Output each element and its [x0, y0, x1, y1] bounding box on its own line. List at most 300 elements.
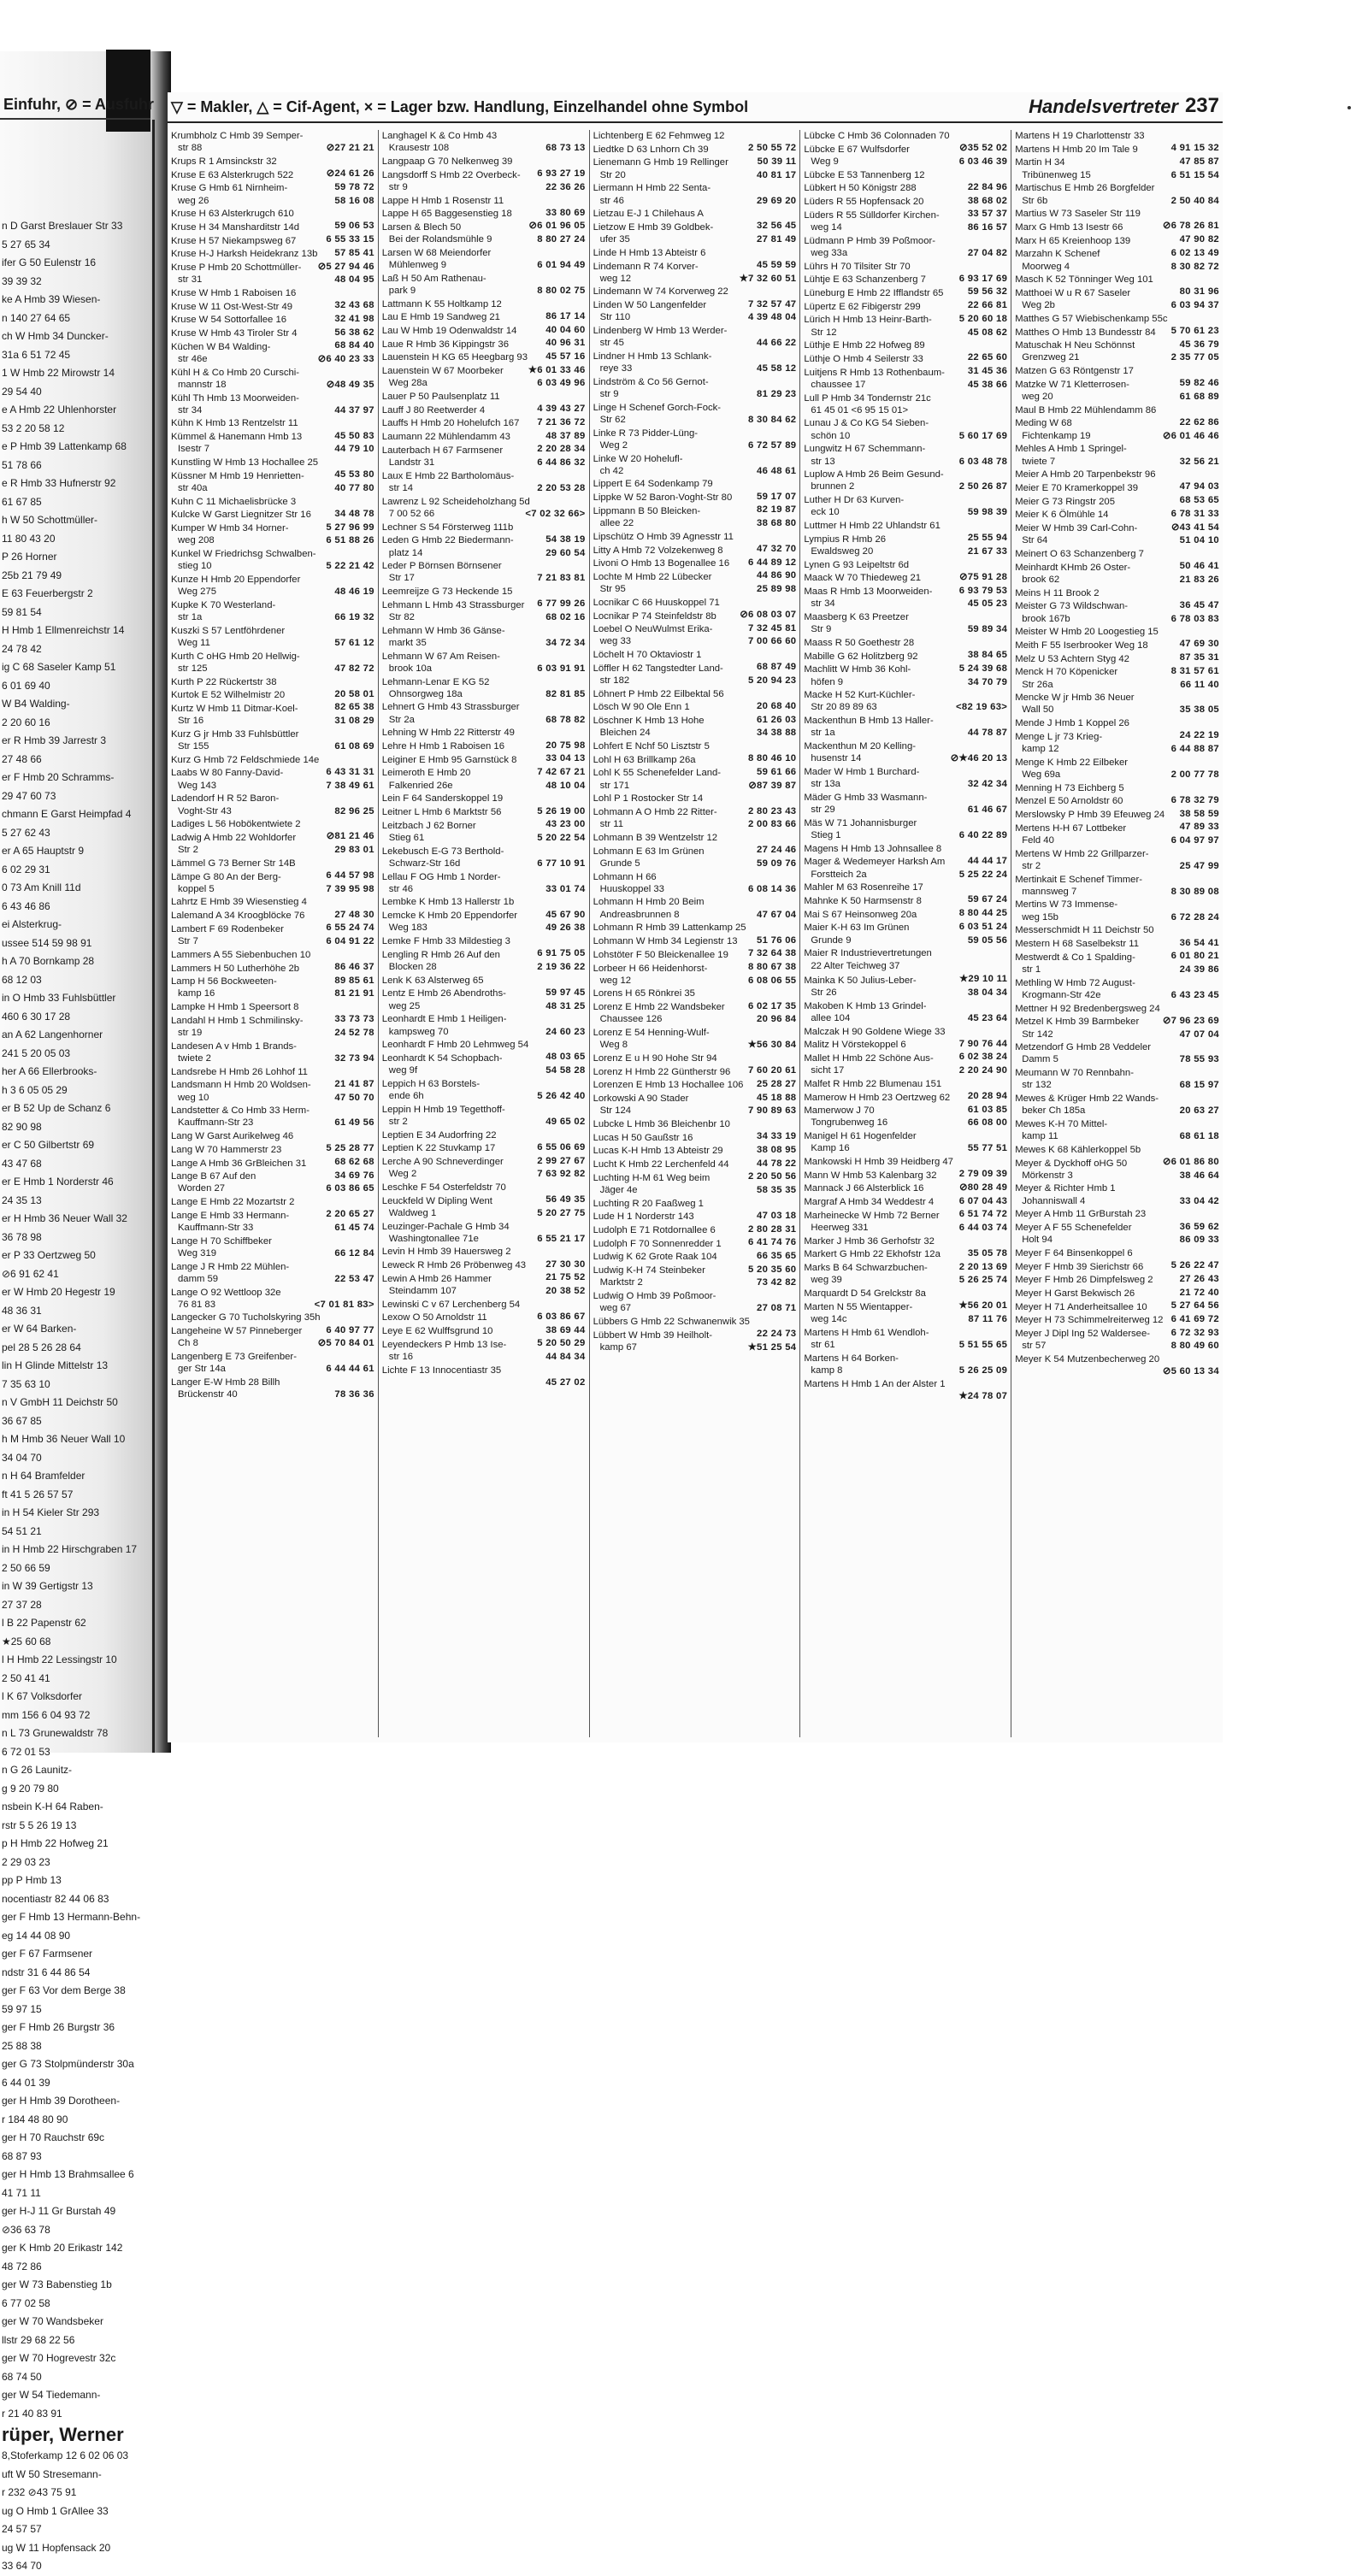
left-page-header: Einfuhr, ⊘ = Ausfuhr [0, 92, 150, 120]
entry-phone: 59 82 46 [1179, 378, 1219, 389]
left-page-line: in H Hmb 22 Hirschgraben 17 [2, 1543, 138, 1555]
entry-name-address: Löchelt H 70 Oktaviostr 1 [593, 650, 702, 661]
left-page-line: er B 52 Up de Schanz 6 [2, 1102, 111, 1114]
entry-continuation [593, 1302, 797, 1314]
directory-entry [171, 1287, 374, 1311]
entry-continuation-text: Waldweg 1 [388, 1207, 437, 1218]
entry-phone: 87 35 31 [1179, 652, 1219, 663]
left-page-line: in O Hmb 33 Fuhlsbüttler [2, 992, 116, 1004]
entry-continuation-text: str 1a [811, 728, 835, 739]
entry-name-address: Meyer H Garst Bekwisch 26 [1015, 1288, 1135, 1300]
directory-entry [382, 1013, 586, 1037]
entry-name-address: Kühn K Hmb 13 Rentzelstr 11 [171, 418, 298, 429]
entry-name-address: Luitjens R Hmb 13 Rothenbaum- [804, 367, 945, 378]
entry-name-address: Ludolph E 71 Rotdornallee 6 [593, 1225, 716, 1236]
entry-name-address: Mader W Hmb 1 Burchard- [804, 766, 920, 777]
left-page-line: chmann E Garst Heimpfad 4 [2, 808, 132, 820]
entry-name-address: Lüthje E Hmb 22 Hofweg 89 [804, 340, 925, 351]
entry-continuation-text: weg 20 [1022, 392, 1053, 403]
directory-entry [593, 376, 797, 400]
left-page-line: 241 5 20 05 03 [2, 1046, 71, 1059]
entry-continuation-text: Grenzweg 21 [1022, 352, 1080, 363]
entry-continuation [593, 1039, 797, 1051]
directory-entry [171, 1351, 374, 1375]
entry-name-address: Lympius R Hmb 26 [804, 533, 887, 545]
entry-continuation-text: Holt 94 [1022, 1235, 1053, 1246]
left-page-line: 24 35 13 [2, 1194, 42, 1206]
entry-name-address: Lehmann W 67 Am Reisen- [381, 651, 500, 662]
entry-name-address: Menck H 70 Köpenicker [1015, 667, 1118, 678]
directory-entry [382, 651, 586, 675]
entry-phone: 20 38 52 [545, 1286, 586, 1297]
entry-continuation-text: weg 12 [599, 975, 632, 986]
entry-phone: 32 42 34 [967, 779, 1008, 790]
entry-phone: 48 04 95 [334, 274, 374, 286]
directory-entry [1015, 899, 1219, 923]
entry-phone: 86 16 57 [967, 221, 1008, 233]
entry-continuation [804, 1339, 1007, 1351]
entry-phone: 21 83 26 [1179, 574, 1219, 585]
entry-continuation-text: weg 25 [388, 1000, 421, 1011]
entry-continuation [382, 377, 586, 389]
entry-continuation [171, 1052, 374, 1064]
directory-page [168, 92, 1223, 1742]
entry-name-address: Lüders R 55 Hopfensack 20 [804, 197, 924, 208]
entry-phone: 33 04 42 [1179, 1195, 1219, 1206]
entry-continuation-text: schön 10 [811, 430, 851, 441]
left-page-line: 2 29 03 23 [2, 1855, 50, 1868]
entry-name-address: Lohmann H Hmb 20 Beim [593, 897, 705, 908]
left-page-line: 29 47 60 73 [2, 789, 56, 802]
entry-continuation-text: Johanniswall 4 [1022, 1195, 1086, 1206]
entry-phone: 87 11 76 [968, 1313, 1008, 1324]
directory-column [379, 130, 590, 1737]
entry-name-address: Mertinkait E Schenef Timmer- [1015, 874, 1142, 885]
entry-continuation [171, 353, 374, 365]
entry-phone: 6 55 24 74 [326, 923, 374, 934]
entry-continuation [171, 987, 374, 999]
entry-phone: ⊘27 21 21 [326, 143, 374, 154]
entry-phone: 6 41 69 72 [1170, 1313, 1219, 1324]
entry-phone: 45 05 23 [967, 598, 1008, 610]
entry-phone: 34 48 78 [334, 508, 374, 519]
left-page-line: ei Alsterkrug- [2, 918, 62, 930]
left-page-line: er F Hmb 20 Schramms- [2, 771, 115, 783]
entry-name-address: Mamerwow J 70 [804, 1105, 875, 1117]
entry-phone: 44 79 10 [334, 444, 374, 455]
entry-name-address: Martischus E Hmb 26 Borgfelder [1015, 183, 1155, 194]
entry-continuation [382, 858, 586, 869]
entry-continuation-text: Huuskoppel 33 [599, 883, 664, 894]
entry-name-address: Leitzbach J 62 Borner [381, 820, 476, 831]
entry-phone: 2 20 13 69 [958, 1261, 1008, 1272]
entry-name-address: Krumbholz C Hmb 39 Semper- [171, 131, 304, 141]
entry-name-address: Leonhardt E Hmb 1 Heiligen- [381, 1014, 507, 1025]
entry-continuation-text: str 46e [178, 353, 208, 364]
entry-name-address: Mann W Hmb 53 Kalenbarg 32 [804, 1170, 937, 1181]
entry-continuation-text: Weg 2b [1022, 300, 1055, 311]
entry-phone: 6 44 88 87 [1170, 744, 1219, 755]
entry-continuation-text: str 13 [811, 456, 835, 467]
entry-name-address: Langenberg E 73 Greifenber- [171, 1352, 297, 1363]
entry-continuation [171, 1337, 374, 1349]
entry-phone: 6 44 03 74 [958, 1223, 1008, 1234]
entry-name-address: Kruse E 63 Alsterkrugch 522 [171, 169, 294, 180]
entry-continuation [171, 1247, 374, 1259]
entry-phone: 5 60 17 69 [958, 430, 1008, 441]
entry-name-address: Maier R Industrievertretungen [804, 948, 932, 959]
entry-name-address: Kruse H 57 Niekampsweg 67 [171, 235, 297, 246]
left-page-line: 59 97 15 [2, 2002, 42, 2015]
entry-phone: 22 84 96 [967, 181, 1008, 192]
entry-name-address: Meyer H 73 Schimmelreiterweg 12 [1015, 1315, 1164, 1326]
entry-phone: 46 48 61 [757, 465, 797, 476]
entry-phone: 45 38 66 [967, 379, 1008, 390]
directory-entry [804, 817, 1007, 841]
entry-phone: 22 24 73 [757, 1329, 797, 1340]
entry-phone: 50 46 41 [1179, 561, 1219, 572]
entry-name-address: Leuzinger-Pachale G Hmb 34 [381, 1221, 510, 1232]
entry-continuation-text: str 34 [811, 598, 835, 610]
entry-continuation-text: Str 2 [178, 845, 198, 856]
entry-continuation-text: stieg 10 [178, 561, 212, 572]
entry-phone: 22 53 47 [334, 1273, 374, 1284]
entry-continuation [171, 637, 374, 649]
left-page-line: pel 28 5 26 28 64 [2, 1341, 81, 1353]
entry-name-address: Meyer J Dipl Ing 52 Waldersee- [1015, 1329, 1150, 1340]
entry-phone: 32 73 94 [334, 1052, 374, 1064]
entry-continuation [171, 379, 374, 391]
entry-name-address: Mewes & Krüger Hmb 22 Wands- [1015, 1093, 1159, 1105]
entry-phone: ⊘75 91 28 [959, 571, 1008, 582]
entry-continuation-text: weg 10 [178, 1092, 209, 1103]
entry-name-address: Lauffs H Hmb 20 Hohelufch 167 [381, 418, 520, 429]
entry-name-address: Lau W Hmb 19 Odenwaldstr 14 [381, 326, 517, 337]
entry-phone: 59 78 72 [334, 181, 374, 192]
entry-phone: 6 51 88 26 [326, 535, 374, 546]
entry-phone: 7 60 20 61 [747, 1065, 797, 1076]
entry-continuation-text: Str 110 [599, 312, 631, 323]
left-page-line: er W 64 Barken- [2, 1323, 77, 1335]
entry-continuation [804, 676, 1007, 688]
entry-phone: 49 65 02 [545, 1116, 586, 1127]
left-page-line: 39 39 32 [2, 274, 42, 287]
entry-name-address: Leitner L Hmb 6 Marktstr 56 [381, 807, 502, 818]
directory-entry [1015, 692, 1219, 716]
entry-phone: ⊘5 27 94 46 [317, 261, 374, 272]
entry-name-address: Lange E Hmb 22 Mozartstr 2 [171, 1197, 295, 1208]
left-page-line: 8,Stoferkamp 12 6 02 06 03 [2, 2449, 129, 2461]
entry-phone: 78 36 36 [334, 1389, 374, 1400]
entry-phone: 21 67 33 [967, 546, 1008, 557]
entry-continuation [593, 233, 797, 245]
entry-phone: 20 58 01 [334, 688, 374, 699]
entry-continuation [593, 388, 797, 400]
entry-continuation-text: str 11 [599, 819, 624, 830]
entry-continuation [382, 572, 586, 584]
directory-entry [1015, 1118, 1219, 1142]
entry-phone: 6 91 75 05 [537, 948, 586, 959]
entry-continuation [382, 142, 586, 154]
entry-phone: 51 04 10 [1179, 535, 1219, 546]
directory-entry [804, 417, 1007, 441]
left-page-line: 24 57 57 [2, 2523, 42, 2535]
entry-phone: 25 55 94 [967, 533, 1008, 544]
entry-continuation [804, 1365, 1007, 1376]
left-page-line: ger F 67 Farmsener [2, 1948, 93, 1960]
entry-phone: 25 89 98 [757, 584, 797, 595]
entry-continuation-text: Worden 27 [178, 1183, 226, 1194]
entry-name-address: Lattmann K 55 Holtkamp 12 [381, 298, 502, 309]
entry-phone: 44 78 87 [967, 728, 1008, 739]
entry-phone: 45 23 64 [967, 1012, 1008, 1023]
directory-column [1011, 130, 1223, 1737]
entry-name-address: Langeheine W 57 Pinneberger [171, 1326, 303, 1337]
entry-continuation [171, 482, 374, 494]
directory-entry [1015, 1067, 1219, 1091]
entry-phone: 5 22 21 42 [326, 561, 374, 572]
entry-continuation-text: platz 14 [388, 547, 423, 558]
entry-name-address: Lindström & Co 56 Gernot- [593, 376, 709, 387]
entry-phone: 38 68 80 [757, 518, 797, 529]
entry-continuation [382, 714, 586, 726]
entry-phone: 2 00 77 78 [1170, 769, 1219, 780]
entry-continuation-text: Steindamm 107 [388, 1286, 457, 1297]
entry-continuation-text: Washingtonallee 71e [388, 1233, 479, 1244]
entry-continuation [171, 534, 374, 546]
entry-continuation [1015, 1170, 1219, 1182]
entry-phone: 8 30 84 62 [747, 414, 797, 425]
entry-continuation [804, 869, 1007, 881]
entry-phone: 89 85 61 [334, 975, 374, 986]
left-page-line: nocentiastr 82 44 06 83 [2, 1892, 109, 1905]
entry-name-address: Lambert F 69 Rodenbeker [171, 923, 284, 934]
entry-name-address: Lemke F Hmb 33 Mildestieg 3 [381, 936, 510, 947]
entry-phone: 25 47 99 [1179, 860, 1219, 871]
entry-phone: ⊘6 01 46 46 [1162, 430, 1219, 441]
left-page-line: ussee 514 59 98 91 [2, 936, 92, 949]
entry-continuation [593, 311, 797, 323]
entry-continuation-text: Str 155 [178, 741, 209, 752]
entry-continuation-text: weg 33a [811, 247, 848, 258]
entry-phone: 7 00 66 60 [747, 636, 797, 647]
entry-continuation [1015, 1195, 1219, 1207]
entry-name-address: Lohmann B 39 Wentzelstr 12 [593, 832, 718, 843]
page-header [168, 92, 1223, 123]
entry-name-address: Lohstöter F 50 Bleickenallee 19 [593, 949, 728, 960]
left-page-line: n L 73 Grunewaldstr 78 [2, 1727, 109, 1739]
entry-name-address: Leptien E 34 Audorfring 22 [381, 1129, 497, 1141]
entry-phone: 29 83 01 [334, 845, 374, 856]
directory-entry [171, 574, 374, 598]
entry-name-address: Mestwerdt & Co 1 Spalding- [1015, 952, 1135, 963]
entry-continuation-text: kampsweg 70 [388, 1026, 449, 1037]
entry-continuation [382, 1090, 586, 1102]
entry-phone: 34 70 79 [967, 676, 1008, 687]
entry-continuation [804, 829, 1007, 841]
directory-entry [593, 325, 797, 349]
entry-phone: <82 19 63> [956, 702, 1008, 713]
entry-name-address: Manigel H 61 Hogenfelder [804, 1131, 917, 1142]
entry-name-address: Maasberg K 63 Preetzer [804, 612, 909, 623]
entry-phone: 82 96 25 [334, 805, 374, 816]
entry-continuation [804, 1313, 1007, 1325]
entry-phone: 38 04 34 [967, 987, 1008, 998]
entry-phone: 40 77 80 [334, 482, 374, 493]
entry-phone: 21 75 52 [545, 1272, 586, 1283]
left-page-line: W B4 Walding- [2, 698, 70, 710]
entry-continuation-text: brunnen 2 [811, 481, 855, 492]
entry-continuation [804, 327, 1007, 339]
entry-name-address: Mannack J 66 Alsterblick 16 [804, 1183, 924, 1194]
entry-continuation [804, 752, 1007, 764]
entry-continuation-text: ger Str 14a [178, 1364, 226, 1375]
entry-phone: 38 46 64 [1179, 1170, 1219, 1181]
entry-name-address: Mencke W jr Hmb 36 Neuer [1015, 693, 1135, 704]
entry-name-address: Lange O 92 Wettloop 32e [171, 1287, 281, 1298]
entry-continuation-text: Weg 28a [388, 378, 428, 389]
entry-phone: 57 85 41 [334, 247, 374, 258]
entry-continuation [382, 1116, 586, 1128]
entry-name-address: Meister W Hmb 20 Loogestieg 15 [1015, 627, 1159, 638]
entry-continuation [593, 909, 797, 921]
entry-phone: 48 10 04 [545, 780, 586, 791]
entry-phone: 5 51 55 65 [958, 1339, 1008, 1350]
left-page-line: er W Hmb 20 Hegestr 19 [2, 1286, 115, 1298]
entry-continuation-text: markt 35 [388, 637, 427, 648]
directory-entry [171, 392, 374, 416]
entry-name-address: Mertins W 73 Immense- [1015, 899, 1118, 911]
entry-continuation-text: Tribünenweg 15 [1022, 169, 1091, 180]
entry-continuation-text: Stieg 61 [388, 832, 425, 843]
entry-name-address: Lippert E 64 Sodenkamp 79 [593, 479, 713, 490]
entry-continuation-text: ufer 35 [599, 234, 630, 245]
entry-phone: 22 36 26 [545, 181, 586, 192]
entry-continuation [593, 195, 797, 207]
entry-name-address: Löffler H 62 Tangstedter Land- [593, 663, 723, 674]
entry-phone: 57 61 12 [334, 637, 374, 648]
entry-phone: 8 30 82 72 [1170, 261, 1219, 272]
entry-continuation [593, 1105, 797, 1117]
entry-continuation [804, 804, 1007, 816]
directory-entry [593, 427, 797, 451]
entry-phone: 47 03 18 [757, 1210, 797, 1221]
left-page-line: 54 51 21 [2, 1524, 42, 1537]
entry-name-address: Kunstling W Hmb 13 Hochallee 25 [171, 457, 319, 469]
left-page-line: r 232 ⊘43 75 91 [2, 2486, 77, 2498]
entry-phone: 6 78 03 83 [1170, 613, 1219, 624]
entry-phone: 21 41 87 [334, 1078, 374, 1089]
entry-name-address: Langecker G 70 Tucholskyring 35h [171, 1312, 321, 1323]
directory-entry [593, 1027, 797, 1051]
left-page-line: 6 43 46 86 [2, 899, 50, 912]
entry-name-address: Lampke H Hmb 1 Speersort 8 [171, 1002, 299, 1013]
left-page-line: E 63 Feuerbergstr 2 [2, 587, 93, 599]
entry-phone: 29 69 20 [757, 195, 797, 206]
directory-entry [171, 599, 374, 623]
entry-phone: 47 67 04 [757, 909, 797, 920]
entry-name-address: Martens H 19 Charlottenstr 33 [1015, 131, 1145, 141]
entry-continuation-text: Kamp 16 [811, 1143, 850, 1154]
left-page-line: 61 67 85 [2, 495, 42, 508]
entry-phone: ⊘6 78 26 81 [1162, 221, 1219, 232]
entry-continuation-text: 76 81 83 [178, 1299, 215, 1310]
entry-name-address: Lucht K Hmb 22 Lerchenfeld 44 [593, 1159, 729, 1170]
entry-phone: ⊘6 40 23 33 [317, 353, 374, 364]
entry-phone: 6 55 33 15 [326, 234, 374, 245]
left-page-line: ger H-J 11 Gr Burstah 49 [2, 2205, 116, 2217]
entry-name-address: Machlitt W Hmb 36 Kohl- [804, 664, 911, 675]
entry-phone: 68 53 65 [1179, 495, 1219, 506]
entry-phone: 6 08 06 55 [747, 975, 797, 986]
entry-continuation-text: reye 33 [599, 363, 633, 374]
entry-name-address: Lucas K-H Hmb 13 Abteistr 29 [593, 1146, 723, 1157]
entry-continuation-text: ende 6h [388, 1091, 424, 1102]
entry-phone: 86 09 33 [1179, 1235, 1219, 1246]
entry-continuation-text: Str 26 [811, 987, 837, 998]
entry-phone: 22 62 86 [1179, 416, 1219, 427]
entry-continuation-text: str 2 [1022, 860, 1041, 871]
entry-name-address: Maier K-H 63 Im Grünen [804, 923, 910, 934]
entry-phone: 24 60 23 [545, 1026, 586, 1037]
entry-name-address: Kuszki S 57 Lentföhrdener [171, 625, 286, 636]
entry-name-address: Leonhardt K 54 Schopbach- [381, 1052, 503, 1064]
entry-continuation [1015, 169, 1219, 181]
entry-phone: 45 27 02 [545, 1377, 586, 1388]
entry-phone: 59 97 45 [545, 987, 586, 998]
entry-name-address: Malfet R Hmb 22 Blumenau 151 [804, 1078, 942, 1089]
entry-name-address: Linke R 73 Pidder-Lüng- [593, 427, 699, 439]
entry-continuation-text: Str 62 [599, 414, 626, 425]
entry-phone: 44 44 17 [967, 855, 1008, 866]
entry-name-address: Livoni O Hmb 13 Bogenallee 16 [593, 558, 730, 569]
entry-phone: 59 09 76 [757, 858, 797, 869]
entry-continuation [382, 285, 586, 297]
entry-continuation [593, 273, 797, 285]
left-page-line: 31a 6 51 72 45 [2, 348, 71, 361]
left-page-line: 36 78 98 [2, 1230, 42, 1243]
entry-name-address: Mende J Hmb 1 Koppel 26 [1015, 718, 1129, 729]
entry-continuation-text: Krausestr 108 [388, 143, 450, 154]
entry-continuation-text: str 13a [811, 779, 840, 790]
entry-continuation [804, 1142, 1007, 1154]
entry-phone: 31 45 36 [967, 366, 1008, 377]
entry-name-address: Magens H Hmb 13 Johnsallee 8 [804, 843, 942, 854]
entry-name-address: Menzel E 50 Arnoldstr 60 [1015, 796, 1123, 807]
entry-phone: 38 84 65 [967, 650, 1008, 661]
entry-continuation [171, 443, 374, 455]
entry-phone: 47 85 87 [1179, 156, 1219, 167]
left-page-line: ger H Hmb 13 Brahmsallee 6 [2, 2168, 134, 2180]
entry-continuation [171, 611, 374, 623]
entry-phone: 33 73 73 [334, 1014, 374, 1025]
directory-entry [382, 1221, 586, 1245]
entry-continuation-text: str 171 [599, 780, 630, 791]
entry-phone: 5 26 19 00 [537, 805, 586, 816]
entry-name-address: Lübbert W Hmb 39 Heilholt- [593, 1329, 712, 1341]
entry-name-address: Meith F 55 Iserbrooker Weg 18 [1015, 640, 1148, 651]
entry-name-address: Martens H 64 Borken- [804, 1353, 899, 1364]
entry-continuation [1015, 989, 1219, 1001]
entry-name-address: Lohmann A O Hmb 22 Ritter- [593, 807, 717, 818]
entry-name-address: Lorenzen E Hmb 13 Hochallee 106 [593, 1080, 744, 1091]
entry-phone: 6 02 38 24 [958, 1052, 1008, 1063]
entry-continuation [382, 508, 586, 520]
entry-phone: 2 19 36 22 [537, 962, 586, 972]
left-page-line: ifer G 50 Eulenstr 16 [2, 256, 97, 268]
entry-name-address: Larsen W 68 Meiendorfer [381, 247, 492, 258]
entry-phone: 4 91 15 32 [1170, 143, 1219, 154]
